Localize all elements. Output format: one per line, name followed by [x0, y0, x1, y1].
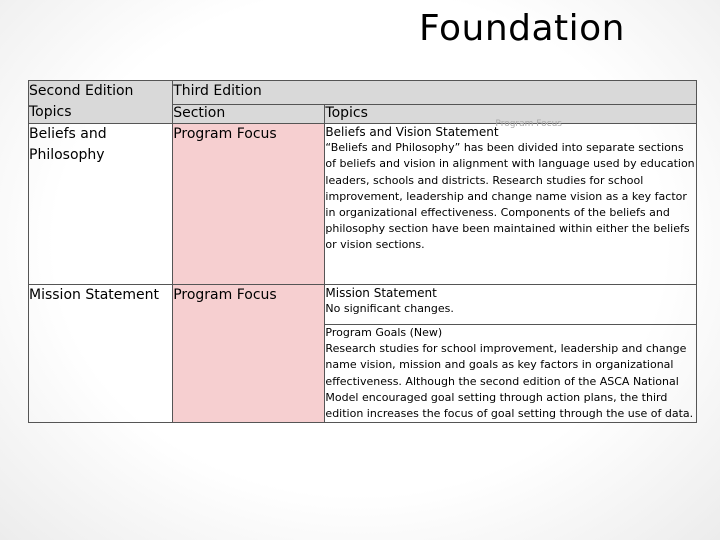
row-topic-cell: [325, 285, 697, 325]
comparison-table: [28, 80, 697, 423]
topic-text: No significant changes.: [325, 302, 454, 316]
header-section: Section: [173, 105, 325, 124]
topic-title: Beliefs and Vision Statement Program Focus: [325, 124, 696, 140]
row-second-edition: Mission Statement: [29, 285, 173, 423]
topic-text: “Beliefs and Philosophy” has been divided into separate sections of beliefs and vision in alignment with language used by education leaders, schools and districts. Research studies for school improvement, leadership and change name vision as a key factor in organizational effectiveness. Components of the beliefs and philosophy section have been maintained within either the beliefs or vision sections.: [325, 141, 695, 252]
row-section: Program Focus: [173, 285, 325, 423]
ghost-text: Program Focus: [495, 119, 562, 129]
row-second-edition: Beliefs and Philosophy: [29, 124, 173, 285]
page-title: Foundation: [419, 8, 625, 49]
topic-title: Mission Statement: [325, 286, 437, 300]
row-section: Program Focus: [173, 124, 325, 285]
topic-text: Research studies for school improvement, leadership and change name vision, mission and goals as key factors in organizational effectiveness. Although the second edition of the ASCA National Model encouraged goal setting through action plans, the third edition increases the focus of goal setting through the use of data.: [325, 342, 694, 421]
row-topic-cell: [325, 119, 697, 285]
header-second-edition-topics: Second Edition Topics: [29, 81, 173, 124]
topic-title: Program Goals (New): [325, 326, 443, 339]
header-topics: Topics: [325, 105, 697, 124]
row-topic-cell: [325, 325, 697, 423]
header-third-edition: Third Edition: [173, 81, 697, 105]
